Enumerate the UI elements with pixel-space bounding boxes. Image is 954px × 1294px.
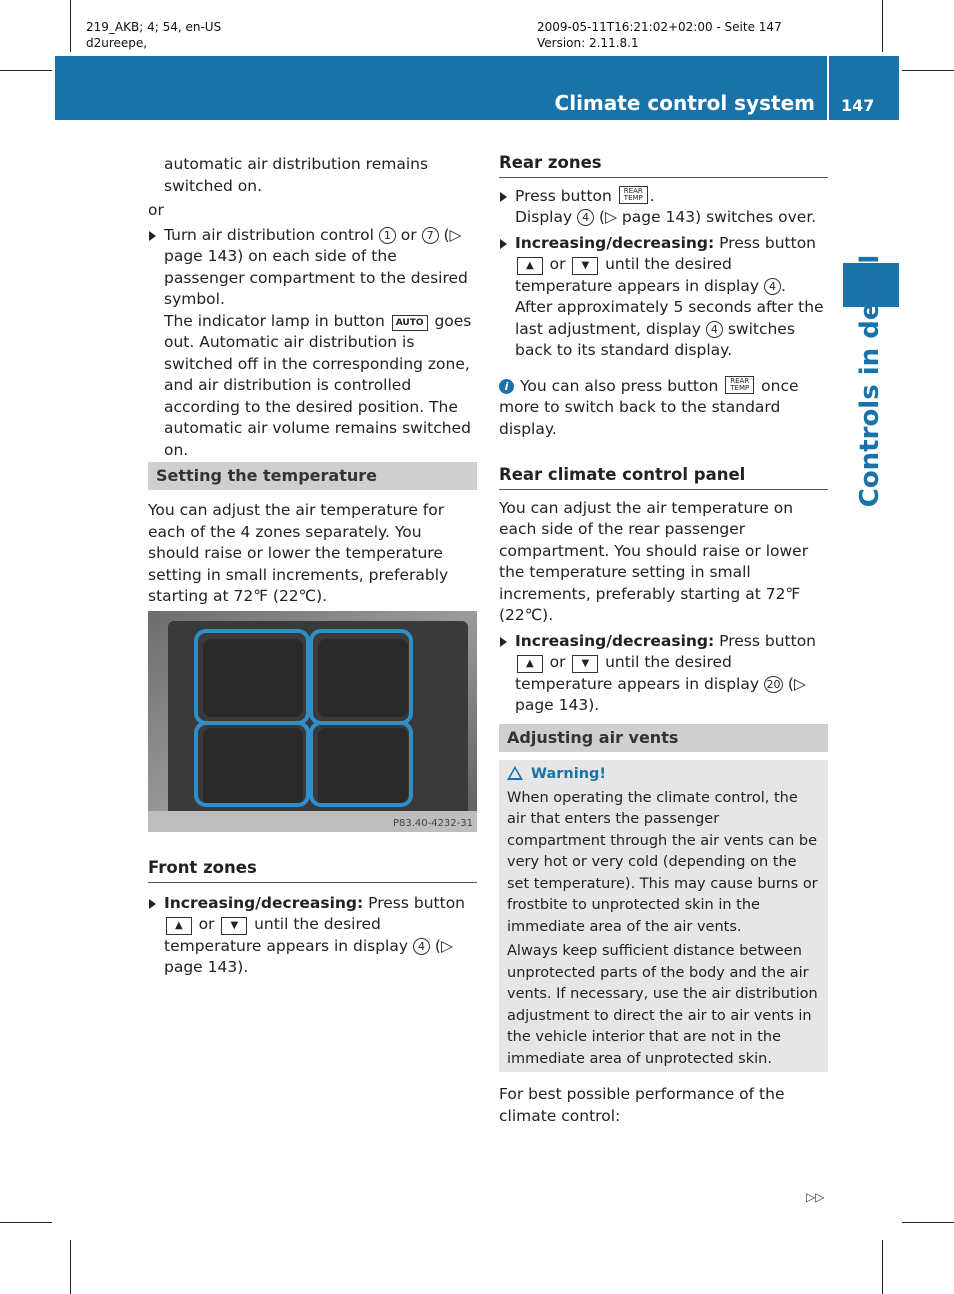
list-item: Increasing/decreasing: Press button ▲ or ▼ until the desired temperature appears in display 4 . After approximately 5 seconds after the last adjustment, display 4 switches back to its standard display. [499,233,828,362]
list-text: goes out. Automatic air distribution is switched off in the corresponding zone, and air distribution is controlled according to the desired position. The automatic air volume remains switched on. [164,311,472,459]
list-text: until the desired temperature appears in display [164,915,409,955]
continued-text: automatic air distribution remains switched on. [164,155,429,195]
up-button-icon: ▲ [517,257,543,275]
list-text: Display [515,208,573,226]
section-heading: Setting the temperature [148,462,477,490]
key-label: REAR [730,376,750,385]
rear-temp-button-icon [725,376,754,394]
list-text: (▷ page 143). [164,936,453,976]
print-meta-left [86,19,221,51]
list-item [148,893,477,979]
list-text: Turn air distribution control [164,225,374,244]
warning-text: When operating the climate control, the air that enters the passenger compartment through the air vents can be very hot or very cold (depending on the set temperature). This may cause burns or frostbite to unprotected skin in the immediate area of the air vents. [507,789,818,935]
down-button-icon: ▼ [572,655,598,673]
temperature-section [148,462,477,608]
list-text: The indicator lamp in button [164,311,385,330]
crop-mark [70,1240,71,1294]
side-tab-label: Controls in detail [855,254,885,508]
rear-temp-button-icon [619,186,648,204]
crop-mark [902,70,954,71]
info-note [499,376,828,441]
key-label: TEMP [730,383,750,392]
meta-line: 219_AKB; 4; 54, en-US [86,20,222,34]
paragraph: You can adjust the air temperature for each of the 4 zones separately. You should raise or lower the temperature setting in small increments, preferably starting at 72℉ (22℃). [148,501,449,605]
list-text: until the desired temperature appears in display [515,653,760,693]
warning-title: Warning! [531,766,607,782]
continued-icon: ▷▷ [806,1190,825,1204]
list-item [499,631,828,717]
bold-label: Increasing/decreasing: [515,631,715,650]
paragraph: For best possible performance of the climate control: [499,1085,785,1125]
crop-mark [0,70,52,71]
key-label: REAR [623,186,643,195]
car-zones-figure [148,611,477,832]
header-divider [827,56,829,120]
list-text: Press button [368,893,466,912]
up-button-icon: ▲ [166,917,192,935]
print-meta-right [537,19,782,51]
section-heading: Adjusting air vents [499,724,828,752]
list-text: (▷ page 143). [515,674,806,714]
list-text: until the desired temperature appears in display [515,255,760,295]
meta-line: Version: 2.11.8.1 [537,36,639,50]
meta-line: d2ureepe, [86,36,148,50]
list-text: After approximately 5 seconds after the last adjustment, display [515,298,824,338]
bold-label: Increasing/decreasing: [164,893,364,912]
auto-button-icon: AUTO [392,315,428,331]
number-4-icon: 4 [577,209,594,226]
number-20-icon: 20 [764,676,783,693]
meta-line: 2009-05-11T16:21:02+02:00 - Seite 147 [537,20,782,34]
key-label: TEMP [623,193,643,202]
list-text: Press button [719,233,817,252]
bold-label: Increasing/decreasing: [515,233,715,252]
crop-mark [882,1240,883,1294]
list-text: (▷ page 143) switches over. [599,208,817,226]
or-text: or [549,653,566,671]
number-4-icon: 4 [706,321,723,338]
list-text: (▷ page 143) on each side of the passenger compartment to the desired symbol. [164,225,468,308]
down-button-icon: ▼ [572,257,598,275]
warning-text: Always keep sufficient distance between unprotected parts of the body and the air vents. If necessary, use the air distribution adjustment to direct the air to air vents in the vehicle interior that are not in the immediate area of unprotected skin. [507,943,818,1067]
warning-triangle-icon [507,766,523,780]
crop-mark [0,1222,52,1223]
or-text: or [400,225,417,244]
warning-header [507,764,820,786]
subsection-heading: Rear zones [499,152,828,178]
car-interior-illustration [148,611,477,832]
info-text: once more to switch back to the standard display. [499,376,799,438]
crop-mark [902,1222,954,1223]
info-icon: i [499,379,514,394]
left-column-top [148,154,478,461]
subsection-heading: Front zones [148,857,477,883]
subsection-heading: Rear climate control panel [499,464,828,490]
right-column [499,152,828,717]
list-text: Press button [719,631,817,650]
warning-box [499,760,828,1072]
number-4-icon: 4 [413,938,430,955]
page-number: 147 [841,96,875,115]
number-1-icon: 1 [379,227,396,244]
or-text: or [148,201,164,219]
up-button-icon: ▲ [517,655,543,673]
list-text: Press button [515,186,612,205]
or-text: or [549,255,566,273]
list-item [148,225,478,462]
crop-mark [882,0,883,52]
or-text: or [198,915,215,933]
air-vents-section [499,724,828,1127]
figure-code: P83.40-4232-31 [392,818,473,829]
front-zones-section [148,857,477,979]
paragraph: You can adjust the air temperature on each side of the rear passenger compartment. You should raise or lower the temperature setting in small increments, preferably starting at 72℉ (22℃). [499,498,809,624]
list-item: Press button REAR TEMP . Display 4 (▷ page 143) switches over. [499,186,828,229]
page-header [55,56,899,120]
info-text: You can also press button [520,376,719,395]
number-4-icon: 4 [764,278,781,295]
down-button-icon: ▼ [221,917,247,935]
list-text: switches back to its standard display. [515,319,795,359]
number-7-icon: 7 [422,227,439,244]
crop-mark [70,0,71,52]
page-title: Climate control system [554,91,815,115]
